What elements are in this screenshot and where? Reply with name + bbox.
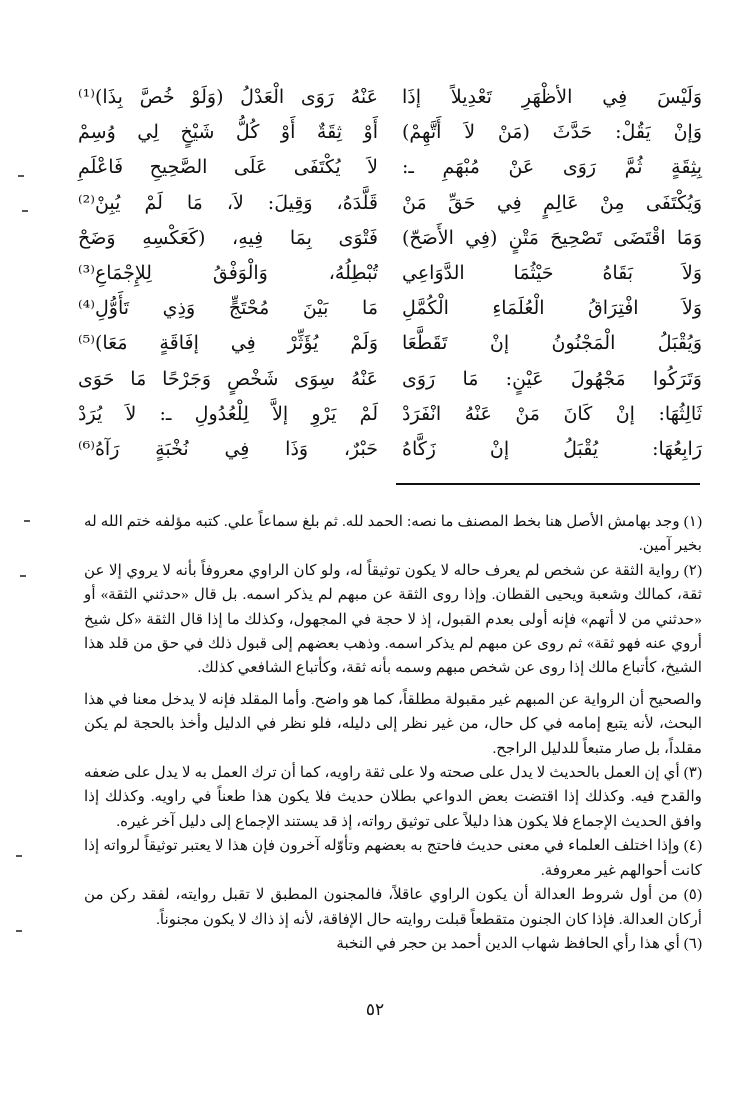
verse [78, 362, 702, 397]
verse-second-hemistich: عَنْهُ سِوَى شَخْصٍ وَجَرْحًا مَا حَوَى [78, 367, 378, 390]
verse-second-hemistich: لَمْ يَرْوِ إلاَّ لِلْعُدُولِ ـ: لاَ يُرَدْ [78, 402, 378, 425]
verse-first-hemistich: وَلاَ افْتِرَاقُ الْعُلَمَاءِ الْكُمَّلِ [402, 297, 702, 320]
verse-first-hemistich: بِثِقَةٍ ثُمَّ رَوَى عَنْ مُبْهَمِ ـ: [402, 156, 702, 179]
footnote-2-continuation: والصحيح أن الرواية عن المبهم غير مقبولة مطلقاً، كما هو واضح. وأما المقلد فإنه لا يدخل معنا في هذا البحث، لأنه يتبع إمامه في كل حال، من غير نظر إلى دليله، فلو نظر في الدليل وأخذ بالحجة لم يكن مقلداً، بل صار متبعاً للدليل الراجح. [84, 690, 702, 757]
verse-first-hemistich: ثَالِثُهَا: إنْ كَانَ مَنْ عَنْهُ انْفَرَدْ [402, 402, 702, 425]
verse-first-hemistich: رَابِعُهَا: يُقْبَلُ إنْ زَكَّاهُ [402, 437, 702, 460]
verse-second-hemistich: لاَ يُكْتَفَى عَلَى الصَّحِيحِ فَاعْلَمِ [78, 156, 378, 179]
scan-mark [20, 575, 26, 577]
page-number: ٥٢ [365, 1000, 385, 1019]
scan-mark [24, 520, 30, 522]
verse-second-hemistich: عَنْهُ رَوَى الْعَدْلُ (وَلَوْ خُصَّ بِذَا)⁽¹⁾ [78, 86, 378, 109]
footnotes [84, 510, 702, 956]
verse-first-hemistich: وَلَيْسَ فِي الأظْهَرِ تَعْدِيلاً إذَا [402, 86, 702, 109]
verse [78, 397, 702, 432]
verse [78, 80, 702, 115]
scan-mark [18, 175, 24, 177]
verse [78, 432, 702, 467]
verse [78, 291, 702, 326]
footnote-5: (٥) من أول شروط العدالة أن يكون الراوي عاقلاً، فالمجنون المطبق لا تقبل روايته، لفقد ركن من أركان العدالة. فإذا كان الجنون متقطعاً قبلت روايته حال الإفاقة، لأنه إذ ذاك لا يكون مجنوناً. [84, 886, 702, 928]
verse-second-hemistich: حَبْرٌ، وَذَا فِي نُخْبَةٍ رَآهُ⁽⁶⁾ [78, 437, 378, 460]
verse-second-hemistich: أَوْ ثِقَةٌ أَوْ كُلُّ شَيْخٍ لِي وُسِمْ [78, 121, 378, 144]
footnote-3: (٣) أي إن العمل بالحديث لا يدل على صحته ولا على ثقة راويه، كما أن ترك العمل به لا يدل على ضعفه والقدح فيه. وكذلك إذا اقتضت بعض الدواعي بطلان حديث فلا يكون هذا طعناً في راويه. وكذلك إذا وافق الحديث الإجماع فلا يكون هذا دليلاً على توثيق رواته، إذ قد يستند الإجماع إلى دليل آخر غيره. [84, 764, 702, 830]
verse-second-hemistich: قَلَّدَهُ، وَقِيلَ: لاَ، مَا لَمْ يُبِنْ⁽²⁾ [78, 191, 378, 214]
footnote-separator [396, 483, 700, 485]
verse [78, 221, 702, 256]
footnote-6: (٦) أي هذا رأي الحافظ شهاب الدين أحمد بن حجر في النخبة [336, 934, 702, 952]
poem [78, 80, 702, 467]
footnote-2: (٢) رواية الثقة عن شخص لم يعرف حاله لا يكون توثيقاً له، ولو كان الراوي معروفاً بأنه لا يروي إلا عن ثقة، كمالك وشعبة ويحيى القطان. وإذا روى الثقة عن مبهم لم يذكر اسمه. بل قال «حدثني الثقة» أو «حدثني من لا أتهم» فإنه أولى بعدم القبول، إذ لا حجة في المجهول، وكذلك ما إذا قال الثقة «كل شيخ أروي عنه فهو ثقة» ثم روى عن مبهم لم يذكر اسمه. وذهب بعضهم إلى قبول ذلك في حق من قلد هذا الشيخ، كأتباع مالك إذا روى عن شخص مبهم وسمه بأنه ثقة، وكأتباع الشافعي كذلك. [84, 561, 702, 677]
verse-second-hemistich: فَتْوَى بِمَا فِيهِ، (كَعَكْسِهِ وَضَحْ [78, 226, 378, 249]
verse-first-hemistich: وَيُقْبَلُ الْمَجْنُونُ إنْ تَقَطَّعَا [402, 332, 702, 355]
verse [78, 256, 702, 291]
verse-second-hemistich: وَلَمْ يُؤَثِّرْ فِي إفَاقَةٍ مَعَا)⁽⁵⁾ [78, 332, 378, 355]
scan-mark [22, 210, 28, 212]
verse [78, 186, 702, 221]
footnote-1: (١) وجد بهامش الأصل هنا بخط المصنف ما نصه: الحمد لله. ثم بلغ سماعاً علي. كتبه مؤلفه ختم الله له بخير آمين. [84, 513, 702, 555]
verse-first-hemistich: وَيُكْتَفَى مِنْ عَالِمٍ فِي حَقِّ مَنْ [402, 191, 702, 214]
verse-first-hemistich: وَلاَ بَقَاهُ حَيْثُمَا الدَّوَاعِي [402, 262, 702, 285]
verse-second-hemistich: تُبْطِلُهُ، وَالْوَفْقُ لِلإِجْمَاعِ⁽³⁾ [78, 262, 378, 285]
footnote-4: (٤) وإذا اختلف العلماء في معنى حديث فاحتج به بعضهم وتأوّله آخرون فإن هذا لا يعتبر توثيقاً لرواته إذا كانت أحوالهم غير معروفة. [84, 837, 702, 879]
verse [78, 326, 702, 361]
verse-second-hemistich: مَا بَيْنَ مُحْتَجٍّ وَذِي تَأَوُّلِ⁽⁴⁾ [78, 297, 378, 320]
verse-first-hemistich: وَتَرَكُوا مَجْهُولَ عَيْنٍ: مَا رَوَى [402, 367, 702, 390]
scan-mark [16, 855, 22, 857]
verse-first-hemistich: وَمَا اقْتَضَى تَصْحِيحَ مَتْنٍ (فِي الأَصَحّ) [402, 226, 702, 249]
verse [78, 115, 702, 150]
scan-mark [16, 930, 22, 932]
verse-first-hemistich: وَإنْ يَقُلْ: حَدَّثَ (مَنْ لاَ أَتَّهِمْ) [402, 121, 702, 144]
verse [78, 150, 702, 185]
